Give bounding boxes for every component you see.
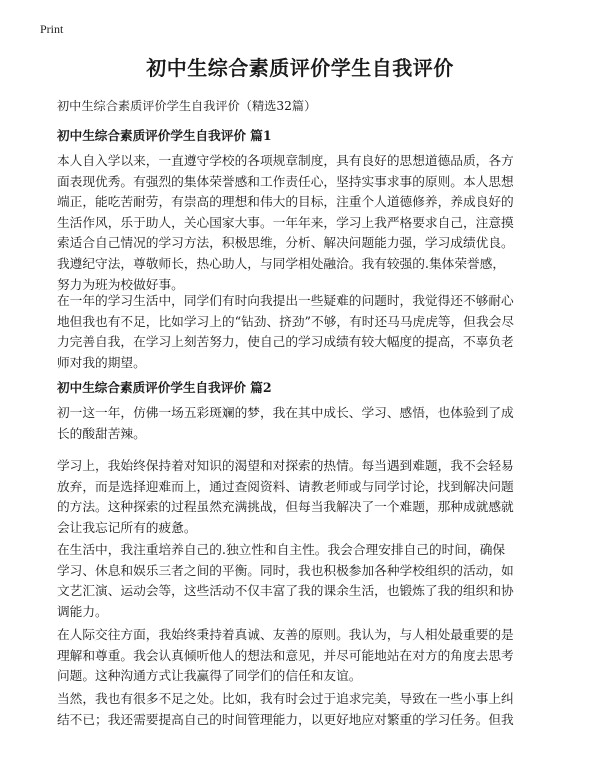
paragraph bbox=[57, 540, 547, 622]
text-line: 力完善自我，在学习上刻苦努力，使自己的学习成绩有较大幅度的提高，不辜负老 bbox=[57, 334, 514, 350]
text-line: 长的酸甜苦辣。 bbox=[57, 425, 146, 441]
text-line: 结不已；我还需要提高自己的时间管理能力，以更好地应对繁重的学习任务。但我 bbox=[57, 711, 514, 727]
text-line: 学习、休息和娱乐三者之间的平衡。同时，我也积极参加各种学校组织的活动，如 bbox=[57, 562, 514, 578]
text-line: 在一年的学习生活中，同学们有时向我提出一些疑难的问题时，我觉得还不够耐心 bbox=[57, 293, 514, 308]
paragraph bbox=[57, 689, 547, 730]
text-line: 生活作风，乐于助人，关心国家大事。一年年来，学习上我严格要求自己，注意摸 bbox=[57, 214, 514, 230]
paragraph bbox=[57, 403, 547, 444]
text-line: 索适合自己情况的学习方法，积极思维，分析、解决问题能力强，学习成绩优良。 bbox=[57, 235, 514, 251]
text-line: 问题。这种沟通方式让我赢得了同学们的信任和友谊。 bbox=[57, 668, 362, 684]
text-line: 初一这一年，仿佛一场五彩斑斓的梦，我在其中成长、学习、感悟，也体验到了成 bbox=[57, 405, 514, 420]
text-line: 本人自入学以来，一直遵守学校的各项规章制度，具有良好的思想道德品质，各方 bbox=[57, 153, 514, 168]
text-line: 端正，能吃苦耐劳，有崇高的理想和伟大的目标，注重个人道德修养，养成良好的 bbox=[57, 194, 514, 210]
paragraph bbox=[57, 456, 547, 538]
text-line: 我遵纪守法，尊敬师长，热心助人，与同学相处融洽。我有较强的.集体荣誉感， bbox=[57, 255, 506, 271]
text-line: 地但我也有不足，比如学习上的“钻劲、挤劲”不够，有时还马马虎虎等，但我会尽 bbox=[57, 313, 515, 329]
paragraph bbox=[57, 291, 547, 373]
text-line: 在人际交往方面，我始终秉持着真诚、友善的原则。我认为，与人相处最重要的是 bbox=[57, 627, 514, 642]
text-line: 师对我的期望。 bbox=[57, 354, 146, 370]
document-subtitle: 初中生综合素质评价学生自我评价（精选32篇） bbox=[57, 99, 317, 113]
paragraph bbox=[57, 151, 547, 295]
text-line: 的方法。这种探索的过程虽然充满挑战，但每当我解决了一个难题，那种成就感就 bbox=[57, 499, 514, 515]
text-line: 学习上，我始终保持着对知识的渴望和对探索的热情。每当遇到难题，我不会轻易 bbox=[57, 458, 514, 473]
text-line: 在生活中，我注重培养自己的.独立性和自主性。我会合理安排自己的时间，确保 bbox=[57, 542, 506, 557]
text-line: 文艺汇演、运动会等，这些活动不仅丰富了我的课余生活，也锻炼了我的组织和协 bbox=[57, 583, 514, 599]
text-line: 当然，我也有很多不足之处。比如，我有时会过于追求完美，导致在一些小事上纠 bbox=[57, 691, 514, 706]
section-heading-1: 初中生综合素质评价学生自我评价 篇1 bbox=[57, 128, 272, 143]
paragraph bbox=[57, 625, 547, 687]
document-title: 初中生综合素质评价学生自我评价 bbox=[146, 56, 454, 80]
print-link[interactable]: Print bbox=[40, 22, 64, 36]
text-line: 放弃，而是选择迎难而上，通过查阅资料、请教老师或与同学讨论，找到解决问题 bbox=[57, 478, 514, 494]
text-line: 努力为班为校做好事。 bbox=[57, 276, 184, 292]
text-line: 调能力。 bbox=[57, 603, 108, 619]
section-heading-2: 初中生综合素质评价学生自我评价 篇2 bbox=[57, 380, 272, 395]
text-line: 理解和尊重。我会认真倾听他人的想法和意见，并尽可能地站在对方的角度去思考 bbox=[57, 647, 514, 663]
text-line: 面表现优秀。有强烈的集体荣誉感和工作责任心，坚持实事求事的原则。本人思想 bbox=[57, 173, 514, 189]
text-line: 会让我忘记所有的疲惫。 bbox=[57, 519, 197, 535]
